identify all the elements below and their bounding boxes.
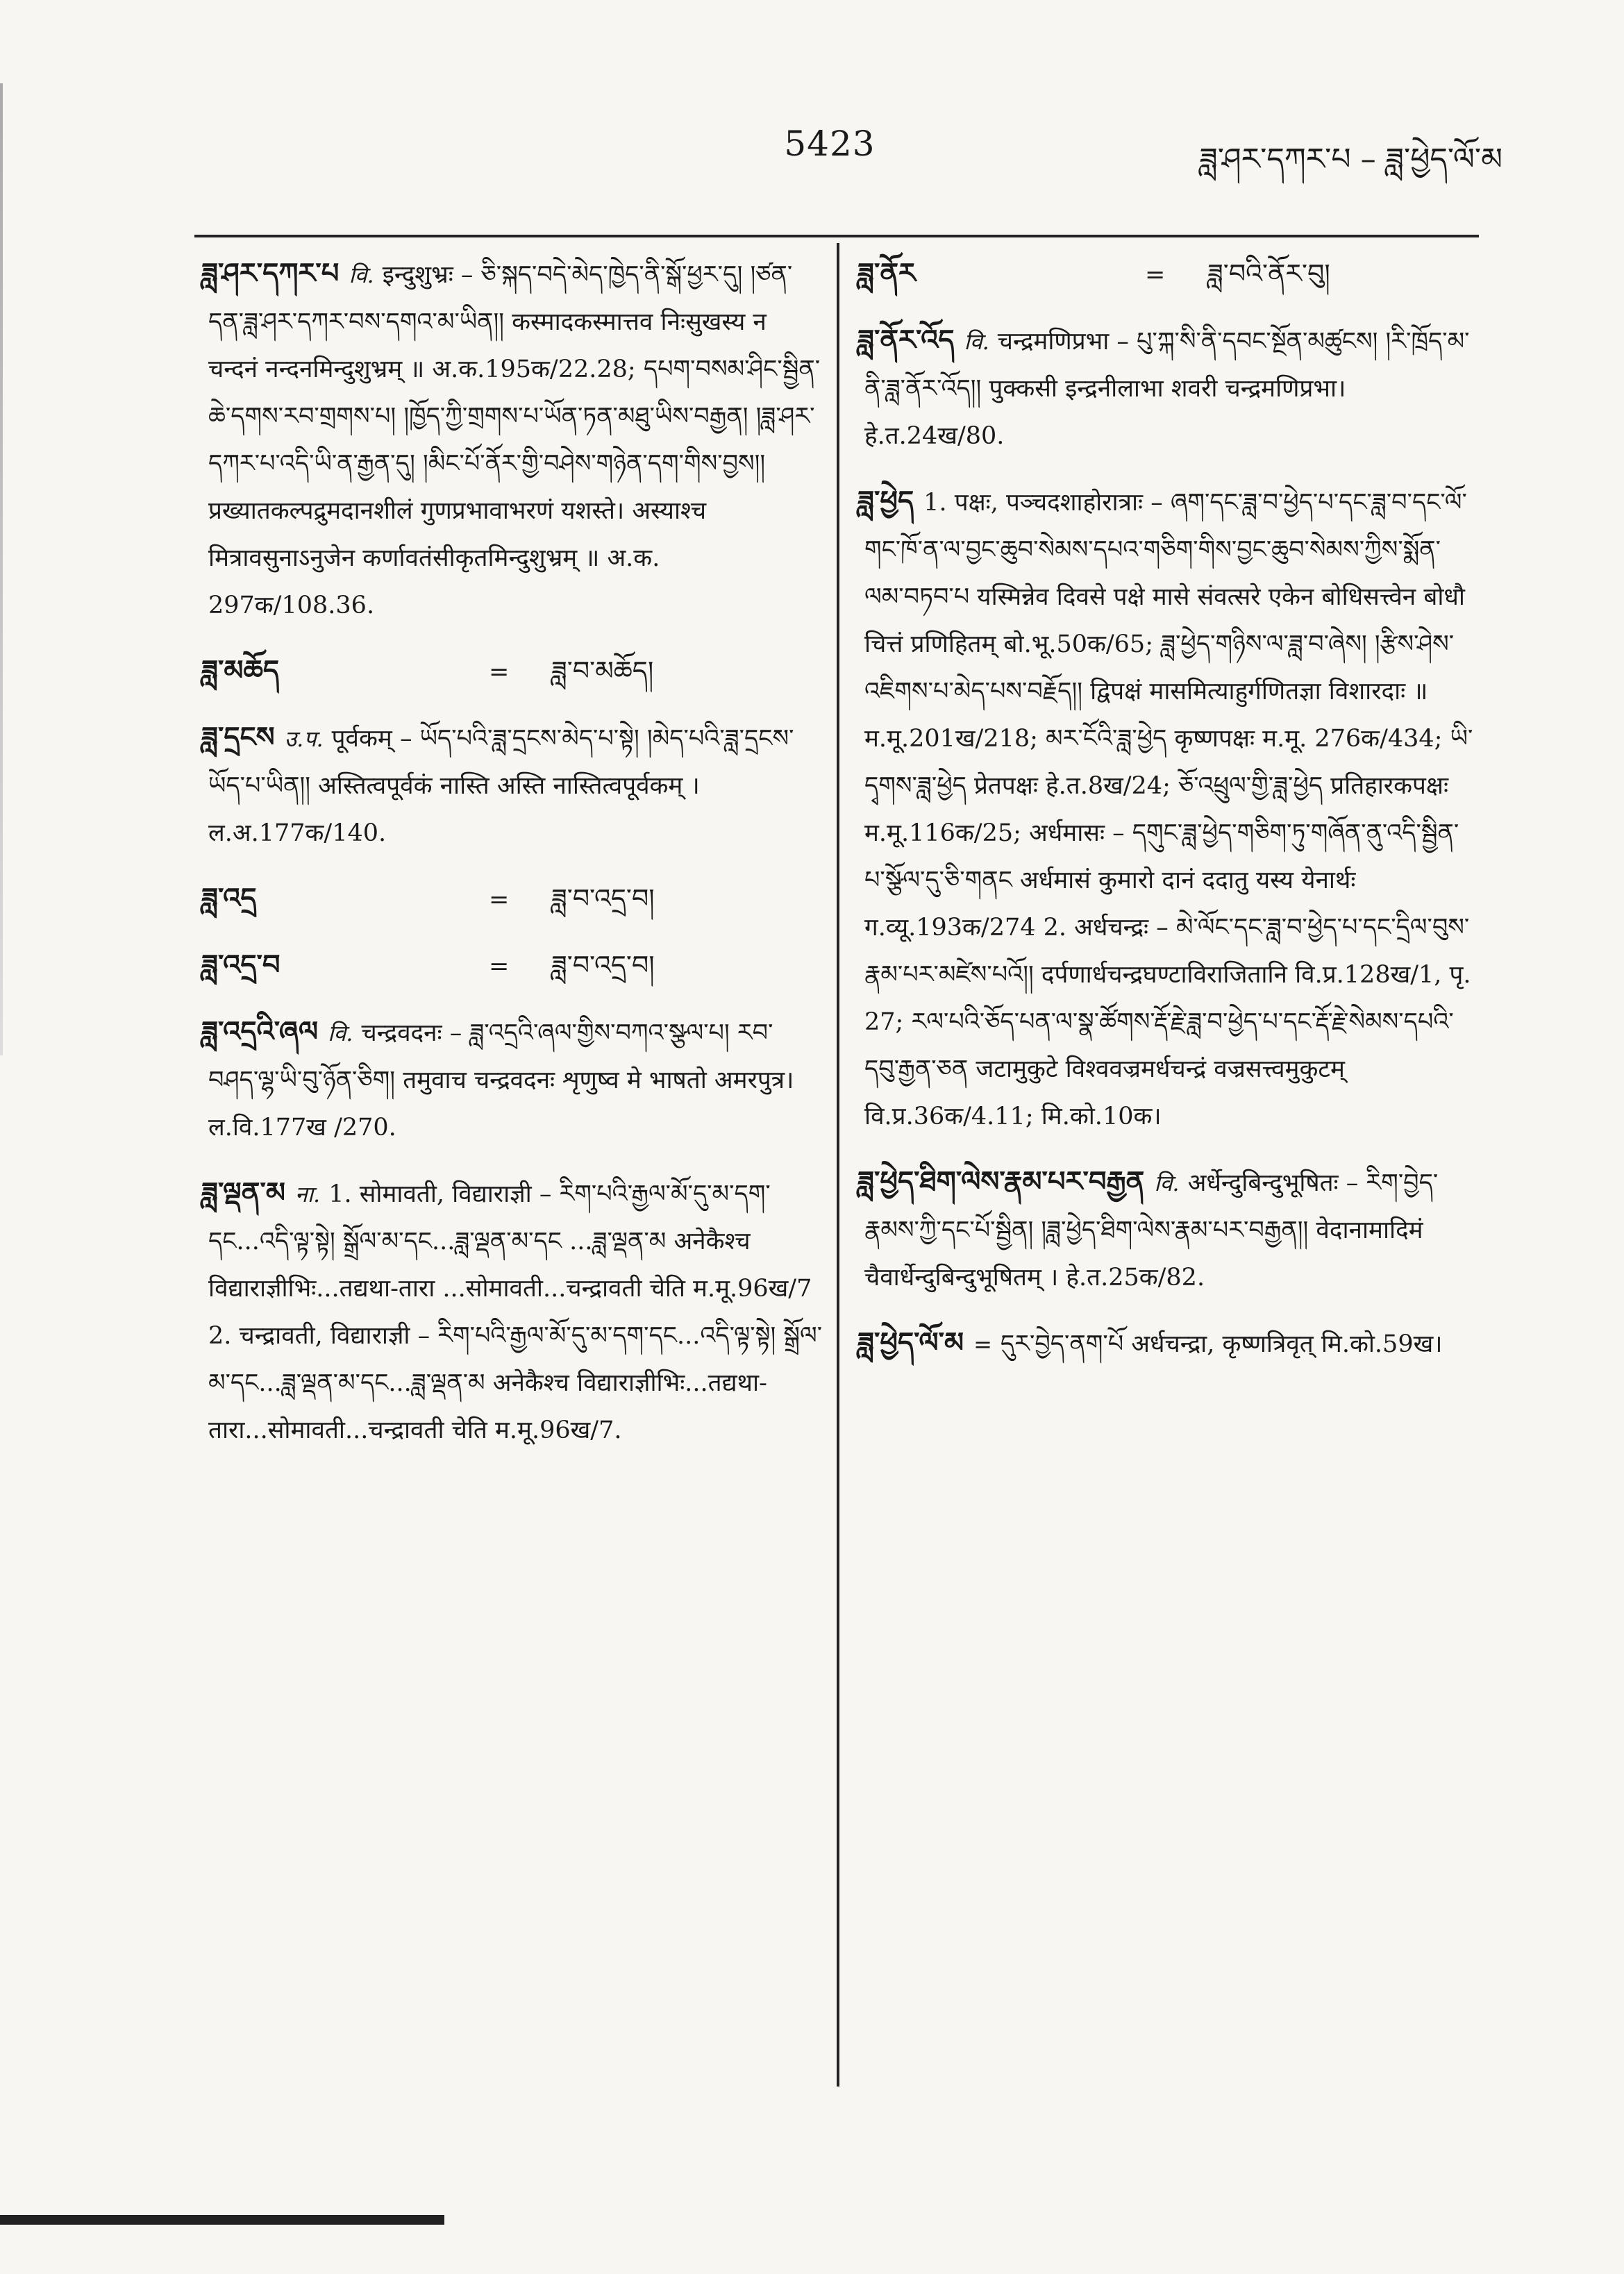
entry-headword: ཟླ་དྲངས [201,721,275,753]
cross-reference-sign: = [1145,261,1166,289]
entry-definition: अर्धेन्दुबिन्दुभूषितः – རིག་བྱེད་རྣམས་ཀྱི་དང་པོ་སྦྱིན། །ཟླ་ཕྱེད་ཐིག་ལེས་རྣམ་པར་བརྒྱན།། वेदानामादिमं चैवार्धेन्दुबिन्दुभूषितम् । हे.त.25क/82. [864,1169,1439,1291]
cross-reference-target: ཟླ་བ་མཆོད། [551,655,654,686]
entry-headword: ཟླ་འདྲ་བ [201,948,281,981]
dictionary-entry [857,478,1479,1140]
cross-reference-sign: = [489,886,510,914]
dictionary-entry [201,714,823,857]
entry-headword: ཟླ་ཕྱེད་ཐིག་ལེས་རྣམ་པར་བརྒྱན [857,1165,1145,1198]
column-divider [837,243,839,2087]
dictionary-entry [201,250,823,629]
grammar-label: वि. [328,1020,353,1046]
entry-headword: ཟླ་ནོར [857,257,916,290]
entry-headword: ཟླ་ཕྱེད [857,485,914,517]
entry-definition: चन्द्रमणिप्रभा – པུ་ཀྐ་སི་ནི་དབང་སྔོན་མཚུངས། །རི་ཁྲོད་མ་ནི་ཟླ་ནོར་འོད།། पुक्कसी इन्द्रनीलाभा शवरी चन्द्रमणिप्रभा। हे.त.24ख/80. [864,328,1470,450]
header-rule [194,235,1479,237]
entry-definition: इन्दुशुभ्रः – ཅི་སྐད་བདེ་མེད་ཁྱེད་ནི་སྒོ་ཕྱར་དུ། །ཙན་དན་ཟླ་ཤར་དཀར་བས་དགའ་མ་ཡིན།། कस्मादकस्मात्तव निःसुखस्य न चन्दनं नन्दनमिन्दुशुभ्रम् ॥ अ.क.195क/22.28; དཔག་བསམ་ཤིང་སྦྱིན་ཆེ་དགས་རབ་གྲགས་པ། །ཁྱོད་ཀྱི་གྲགས་པ་ཡོན་ཏན་མཐུ་ཡིས་བརྒྱན། །ཟླ་ཤར་དཀར་པ་འདི་ཡི་ན་རྒྱན་དུ། །མིང་པོ་ནོར་གྱི་བཤེས་གཉེན་དག་གིས་བྱས།། प्रख्यातकल्पद्रुमदानशीलं गुणप्रभावाभरणं यशस्ते। अस्याश्च मित्रावसुनाऽनुजेन कर्णावतंसीकृतमिन्दुशुभ्रम् ॥ अ.क. 297क/108.36. [208,261,821,619]
page-number: 5423 [784,124,876,164]
left-column [201,250,823,1472]
dictionary-entry [201,875,823,923]
cross-reference-sign: = [489,658,510,686]
entry-definition: चन्द्रवदनः – ཟླ་འདྲའི་ཞལ་གྱིས་བཀའ་སྩལ་པ། རབ་བཤད་ལྷ་ཡི་བུ་ཉོན་ཅིག། तमुवाच चन्द्रवदनः शृणुष्व मे भाषतो अमरपुत्र। ल.वि.177ख /270. [208,1019,794,1142]
scan-bottom-bar [0,2215,444,2225]
grammar-label: = [973,1331,992,1357]
grammar-label: वि. [1154,1170,1180,1196]
entry-definition: 1. सोमावती, विद्याराज्ञी – རིག་པའི་རྒྱལ་མོ་དུ་མ་དག་དང...འདི་ལྟ་སྟེ། སྒྲོལ་མ་དང...ཟླ་ལྡན་མ་དང ...ཟླ་ལྡན་མ अनेकैश्च विद्याराज्ञीभिः...तद्यथा-तारा ...सोमावती...चन्द्रावती चेति म.मू.96ख/7 2. चन्द्रावती, विद्याराज्ञी – རིག་པའི་རྒྱལ་མོ་དུ་མ་དག་དང...འདི་ལྟ་སྟེ། སྒྲོལ་མ་དང...ཟླ་ལྡན་མ་དང...ཟླ་ལྡན་མ अनेकैश्च विद्याराज्ञीभिः...तद्यथा-तारा...सोमावती...चन्द्रावती चेति म.मू.96ख/7. [208,1180,823,1444]
right-column [857,250,1479,1386]
cross-reference-sign: = [489,953,510,980]
cross-reference-target: ཟླ་བ་འདྲ་བ། [551,950,655,980]
dictionary-entry [201,1169,823,1454]
entry-definition: 1. पक्षः, पञ्चदशाहोरात्राः – ཞག་དང་ཟླ་བ་ཕྱེད་པ་དང་ཟླ་བ་དང་ལོ་གང་ཁོ་ན་ལ་བྱང་ཆུབ་སེམས་དཔའ་གཅིག་གིས་བྱང་ཆུབ་སེམས་ཀྱིས་སྨོན་ལམ་བཏབ་པ यस्मिन्नेव दिवसे पक्षे मासे संवत्सरे एकेन बोधिसत्त्वेन बोधौ चित्तं प्रणिहितम् बो.भू.50क/65; ཟླ་ཕྱེད་གཉིས་ལ་ཟླ་བ་ཞེས། །རྩིས་ཤེས་འཇིགས་པ་མེད་པས་བརྗོད།། द्विपक्षं मासमित्याहुर्गणितज्ञा विशारदाः ॥ म.मू.201ख/218; མར་ངོའི་ཟླ་ཕྱེད कृष्णपक्षः म.मू. 276क/434; ཡི་དྭགས་ཟླ་ཕྱེད प्रेतपक्षः हे.त.8ख/24; ཅོ་འཕྲུལ་གྱི་ཟླ་ཕྱེད प्रतिहारकपक्षः म.मू.116क/25; अर्धमासः – དགུང་ཟླ་ཕྱེད་གཅིག་ཏུ་གཞོན་ནུ་འདི་སྦྱིན་པ་སྩོལ་དུ་ཅི་གནང अर्धमासं कुमारो दानं ददातु यस्य येनार्थः ग.व्यू.193क/274 2. अर्धचन्द्रः – མེ་ལོང་དང་ཟླ་བ་ཕྱེད་པ་དང་དྲིལ་བུས་རྣམ་པར་མཛེས་པའོ།། दर्पणार्धचन्द्रघण्टाविराजितानि वि.प्र.128ख/1, पृ. 27; རལ་པའི་ཅོད་པན་ལ་སྣ་ཚོགས་རྡོ་རྗེ་ཟླ་བ་ཕྱེད་པ་དང་རྡོ་རྗེ་སེམས་དཔའི་དབུ་རྒྱན་ཅན जटामुकुटे विश्ववज्रमर्धचन्द्रं वज्रसत्त्वमुकुटम् वि.प्र.36क/4.11; मि.को.10क। [864,489,1473,1130]
entry-headword: ཟླ་ཤར་དཀར་པ [201,257,340,290]
cross-reference-target: ཟླ་བའི་ནོར་བུ། [1207,258,1330,289]
entry-headword: ཟླ་ལྡན་མ [201,1176,285,1209]
running-head: ཟླ་ཤར་དཀར་པ – ཟླ་ཕྱེད་ལོ་མ [1199,142,1502,177]
grammar-label: वि. [964,328,989,355]
grammar-label: ना. [294,1181,321,1207]
cross-reference-target: ཟླ་བ་འདྲ་བ། [551,883,655,914]
entry-headword: ཟླ་འདྲའི་ཞལ [201,1015,319,1048]
dictionary-entry [857,1319,1479,1368]
dictionary-entry [857,1158,1479,1301]
entry-definition: पूर्वकम् – ཡོད་པའི་ཟླ་དྲངས་མེད་པ་སྟེ། །མེད་པའི་ཟླ་དྲངས་ཡོད་པ་ཡིན།། अस्तित्वपूर्वकं नास्ति अस्ति नास्तित्वपूर्वकम् । ल.अ.177क/140. [208,725,794,847]
entry-headword: ཟླ་འདྲ [201,882,257,914]
dictionary-entry [857,317,1479,460]
entry-headword: ཟླ་ཕྱེད་ལོ་མ [857,1326,964,1359]
dictionary-entry [201,942,823,990]
dictionary-entry [857,250,1479,299]
entry-headword: ཟླ་ནོར་འོད [857,324,955,356]
entry-definition: དུར་བྱེད་ནག་པོ अर्धचन्द्रा, कृष्णत्रिवृत् मि.को.59ख। [1000,1330,1443,1358]
entry-headword: ཟླ་མཆོད [201,654,280,687]
grammar-label: वि. [349,262,374,288]
dictionary-entry [201,1008,823,1151]
grammar-label: उ.प. [284,726,324,752]
scan-edge-mark [0,83,3,1055]
dictionary-entry [201,647,823,696]
